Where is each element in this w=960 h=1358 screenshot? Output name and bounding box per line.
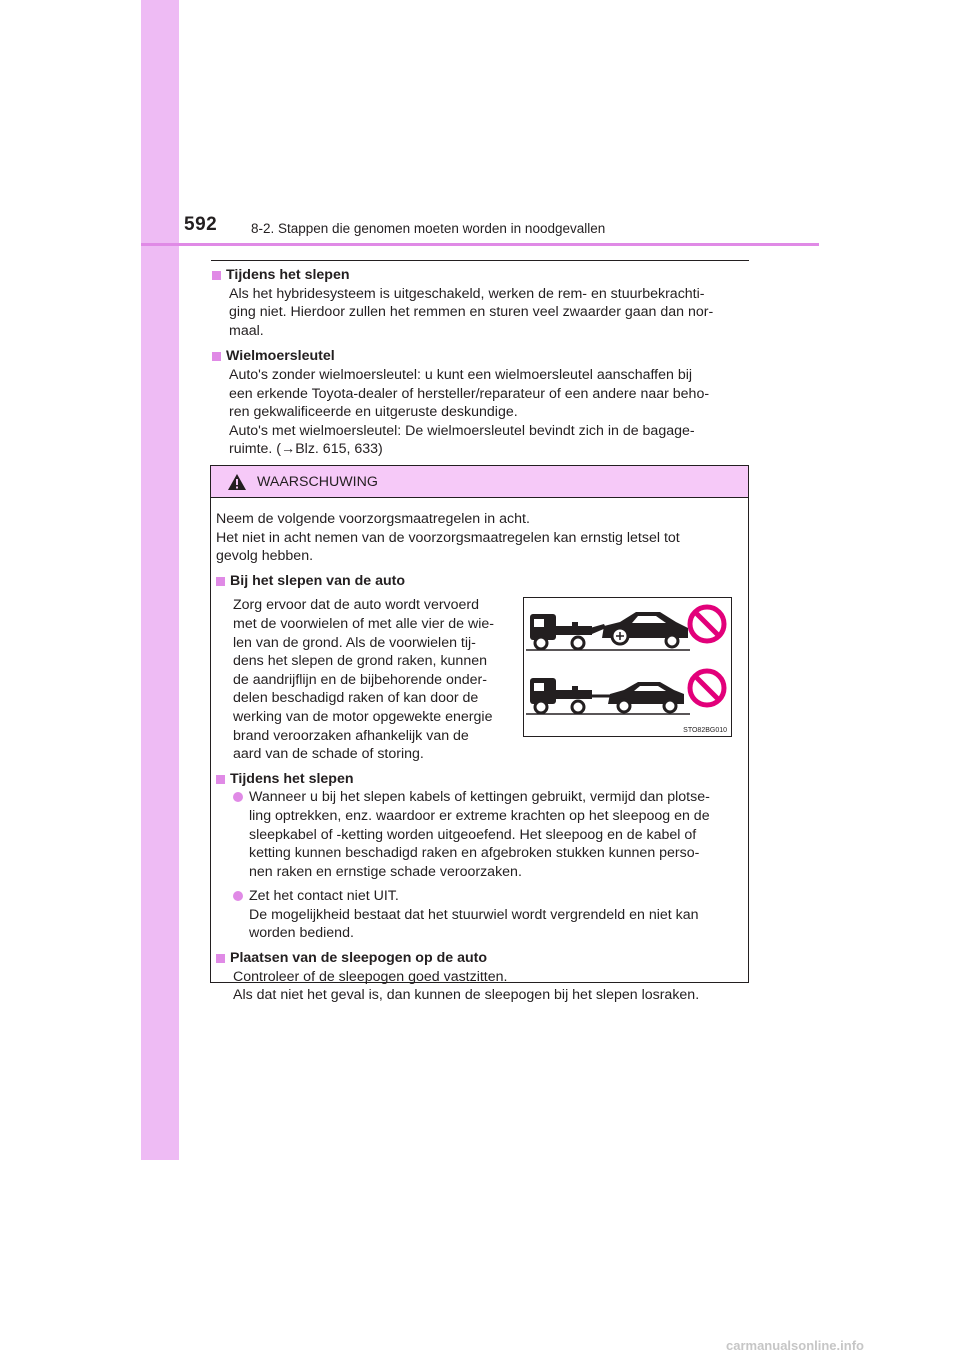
tow-truck-icon — [530, 614, 606, 649]
page-number: 592 — [184, 214, 218, 235]
header-rule — [141, 243, 819, 246]
sidebar-tab — [141, 0, 179, 1160]
square-bullet-icon — [212, 352, 221, 361]
car-icon — [602, 612, 688, 647]
section-title: 8-2. Stappen die genomen moeten worden in noodgevallen — [251, 221, 606, 236]
divider — [211, 260, 749, 261]
warning-header — [211, 466, 748, 498]
figure-code: STO82BG010 — [683, 727, 727, 734]
tow-truck-illustration — [524, 598, 731, 736]
tow-hooks-text: Controleer of de sleepogen goed vastzitten. Als dat niet het geval is, dan kunnen de sleepogen bij het slepen losraken. — [233, 968, 700, 1004]
towing-text: Zorg ervoor dat de auto wordt vervoerd met de voorwielen of met alle vier de wie- len van de grond. Als de voorwielen tij- dens het slepen de grond raken, kunnen de aandrijflijn en de bijbehorende onder- delen beschadigd raken of kan door de werking van de motor opgewekte energie brand veroorzaken afhankelijk van de aard van de schade of storing. — [233, 597, 495, 763]
note-heading: Wielmoersleutel — [212, 347, 748, 366]
warning-title: WAARSCHUWING — [257, 473, 378, 490]
prohibited-icon — [690, 671, 724, 705]
round-bullet-icon — [233, 792, 243, 802]
car-icon — [608, 682, 684, 712]
square-bullet-icon — [216, 954, 225, 963]
bullet-item: Zet het contact niet UIT. De mogelijkheid bestaat dat het stuurwiel wordt vergrendeld en niet kan worden bediend. — [233, 887, 742, 943]
during-towing-heading: Tijdens het slepen — [216, 770, 742, 789]
warning-body — [211, 498, 748, 1005]
warning-intro: Neem de volgende voorzorgsmaatregelen in acht. Het niet in acht nemen van de voorzorgsmaatregelen kan ernstig letsel tot gevolg hebben. — [216, 511, 680, 565]
prohibited-icon — [690, 607, 724, 641]
notes-section — [212, 266, 748, 466]
note-heading: Tijdens het slepen — [212, 266, 748, 285]
square-bullet-icon — [212, 271, 221, 280]
round-bullet-icon — [233, 891, 243, 901]
bullet-item: Wanneer u bij het slepen kabels of kettingen gebruikt, vermijd dan plotse- ling optrekken, enz. waardoor er extreme krachten op het sleepoog en de sleepkabel of -ketting worden uitgeoefend. Het sleepoog en de kabel of ketting kunnen beschadigd raken en afgebroken stukken kunnen perso- nen raken en ernstige schade veroorzaken. — [233, 788, 742, 881]
warning-triangle-icon — [227, 473, 247, 491]
note-wheel-nut-wrench — [212, 347, 748, 459]
towing-heading: Bij het slepen van de auto — [216, 572, 742, 591]
note-text: Auto's zonder wielmoersleutel: u kunt een wielmoersleutel aanschaffen bij een erkende Toyota-dealer of hersteller/reparateur of een andere naar beho- ren gekwalificeerde en uitgeruste deskundige. Auto's met wielmoersleutel: De wielmoersleutel bevindt zich in de bagage- ruimte. (→Blz. 615, 633) — [229, 366, 710, 458]
tow-truck-icon — [530, 678, 610, 713]
square-bullet-icon — [216, 577, 225, 586]
note-towing — [212, 266, 748, 340]
note-text: Als het hybridesysteem is uitgeschakeld, werken de rem- en stuurbekrachti- ging niet. Hierdoor zullen het remmen en sturen veel zwaarder gaan dan nor- maal. — [229, 285, 714, 339]
towing-illustration — [523, 597, 732, 737]
watermark: carmanualsonline.info — [726, 1338, 864, 1353]
square-bullet-icon — [216, 775, 225, 784]
tow-hooks-heading: Plaatsen van de sleepogen op de auto — [216, 949, 742, 968]
